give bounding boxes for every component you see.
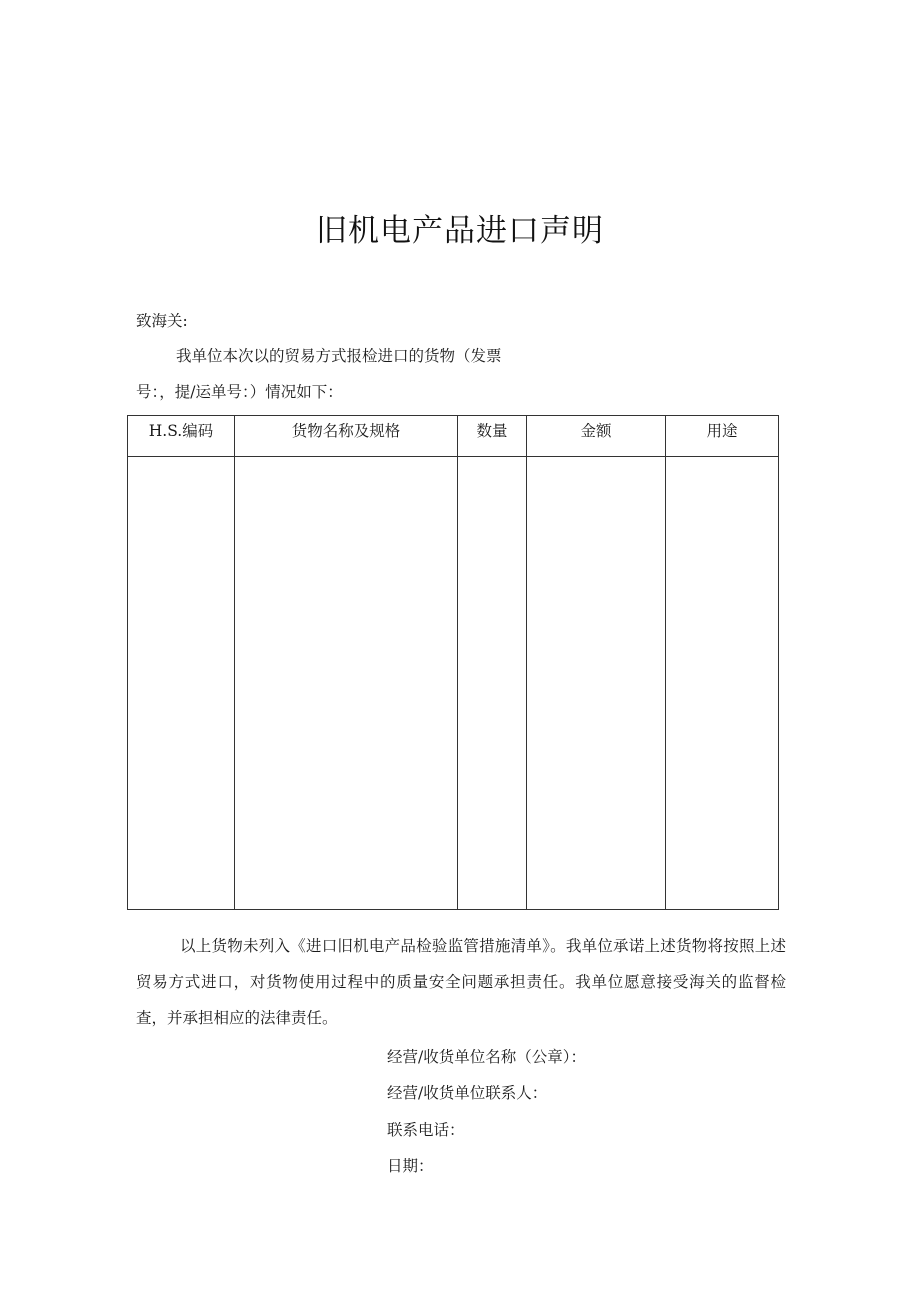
cell-quantity[interactable] xyxy=(458,457,527,910)
header-quantity: 数量 xyxy=(458,416,527,457)
company-name-label: 经营/收货单位名称（公章）： xyxy=(387,1048,586,1066)
intro-line-2: 号：，提/运单号：）情况如下： xyxy=(136,383,343,401)
goods-table xyxy=(127,415,779,910)
cell-hs-code[interactable] xyxy=(128,457,235,910)
header-goods-name-spec: 货物名称及规格 xyxy=(235,416,458,457)
cell-amount[interactable] xyxy=(527,457,666,910)
table-row xyxy=(128,457,779,910)
date-label: 日期： xyxy=(387,1157,434,1175)
addressee: 致海关: xyxy=(136,312,188,330)
intro-line-1: 我单位本次以的贸易方式报检进口的货物（发票 xyxy=(176,347,502,365)
table-header-row xyxy=(128,416,779,457)
cell-goods-name-spec[interactable] xyxy=(235,457,458,910)
contact-person-label: 经营/收货单位联系人： xyxy=(387,1084,548,1102)
cell-usage[interactable] xyxy=(666,457,779,910)
header-hs-code: H.S.编码 xyxy=(128,416,235,457)
header-usage: 用途 xyxy=(666,416,779,457)
header-amount: 金额 xyxy=(527,416,666,457)
phone-label: 联系电话： xyxy=(387,1121,465,1139)
declaration-statement: 以上货物未列入《进口旧机电产品检验监管措施清单》。我单位承诺上述货物将按照上述贸易方式进口，对货物使用过程中的质量安全问题承担责任。我单位愿意接受海关的监督检查，并承担相应的法律责任。 xyxy=(136,937,786,1027)
document-title: 旧机电产品进口声明 xyxy=(316,213,604,249)
